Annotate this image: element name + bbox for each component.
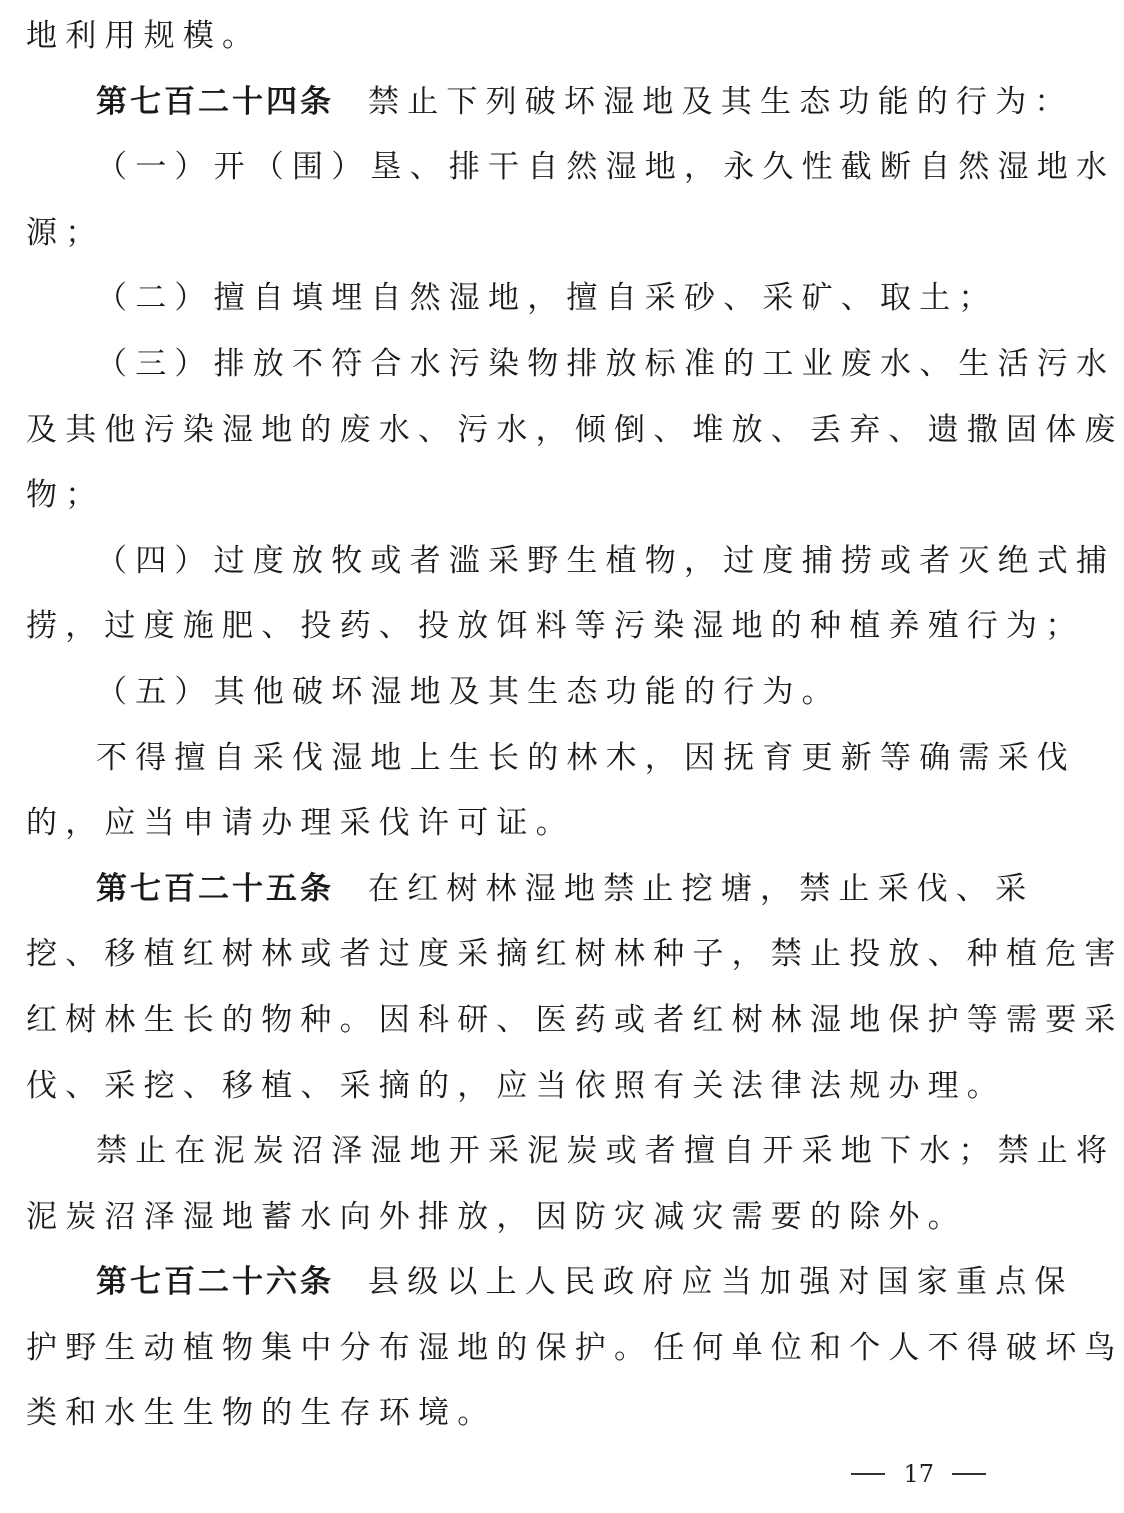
article-title: 第七百二十五条 xyxy=(96,870,334,907)
dash-right-icon xyxy=(952,1473,986,1475)
line-text: 不得擅自采伐湿地上生长的林木，因抚育更新等确需采伐 xyxy=(96,739,1076,776)
article-title: 第七百二十六条 xyxy=(96,1264,334,1301)
line-text: （二）擅自填埋自然湿地，擅自采砂、采矿、取土； xyxy=(96,280,998,317)
text-line xyxy=(26,1316,1124,1382)
text-line xyxy=(26,135,1116,201)
text-line xyxy=(26,529,1116,595)
line-text: 类和水生生物的生存环境。 xyxy=(26,1395,497,1432)
text-line xyxy=(26,398,1124,464)
text-line xyxy=(26,660,1000,726)
line-text: 源； xyxy=(26,214,105,251)
line-text: 县级以上人民政府应当加强对国家重点保 xyxy=(368,1264,1074,1301)
text-line xyxy=(26,1119,1116,1185)
text-line xyxy=(26,332,1116,398)
article-heading-line xyxy=(26,1250,1074,1316)
text-line xyxy=(26,4,1000,70)
text-line xyxy=(26,201,1000,267)
line-text: 红树林生长的物种。因科研、医药或者红树林湿地保护等需要采 xyxy=(26,1001,1124,1038)
page-number-group xyxy=(851,1454,986,1494)
document-body xyxy=(26,0,1124,1447)
line-text: 挖、移植红树林或者过度采摘红树林种子，禁止投放、种植危害 xyxy=(26,936,1124,973)
line-text: 禁止下列破坏湿地及其生态功能的行为： xyxy=(368,83,1074,120)
line-text: （三）排放不符合水污染物排放标准的工业废水、生活污水 xyxy=(96,345,1116,382)
line-text: （四）过度放牧或者滥采野生植物，过度捕捞或者灭绝式捕 xyxy=(96,542,1116,579)
text-line xyxy=(26,922,1124,988)
text-line xyxy=(26,594,1085,660)
text-line xyxy=(26,726,1076,792)
text-line xyxy=(26,791,1000,857)
line-text: 伐、采挖、移植、采摘的，应当依照有关法律法规办理。 xyxy=(26,1067,1006,1104)
text-line xyxy=(26,1381,1000,1447)
page-number: 17 xyxy=(903,1460,934,1488)
article-title: 第七百二十四条 xyxy=(96,83,334,120)
line-text: 的，应当申请办理采伐许可证。 xyxy=(26,805,575,842)
line-text: 捞，过度施肥、投药、投放饵料等污染湿地的种植养殖行为； xyxy=(26,608,1085,645)
text-line xyxy=(26,266,1000,332)
line-text: （五）其他破坏湿地及其生态功能的行为。 xyxy=(96,673,841,710)
article-heading-line xyxy=(26,70,1074,136)
text-line xyxy=(26,463,1000,529)
line-text: （一）开（围）垦、排干自然湿地，永久性截断自然湿地水 xyxy=(96,149,1116,186)
text-line xyxy=(26,988,1124,1054)
dash-left-icon xyxy=(851,1473,885,1475)
line-text: 及其他污染湿地的废水、污水，倾倒、堆放、丢弃、遗撒固体废 xyxy=(26,411,1124,448)
line-text: 禁止在泥炭沼泽湿地开采泥炭或者擅自开采地下水；禁止将 xyxy=(96,1133,1116,1170)
line-text: 泥炭沼泽湿地蓄水向外排放，因防灾减灾需要的除外。 xyxy=(26,1198,967,1235)
text-line xyxy=(26,1185,1000,1251)
line-text: 物； xyxy=(26,477,105,514)
article-heading-line xyxy=(26,857,1035,923)
page-footer xyxy=(0,1454,1024,1494)
line-text: 地利用规模。 xyxy=(26,18,262,54)
line-text: 护野生动植物集中分布湿地的保护。任何单位和个人不得破坏鸟 xyxy=(26,1329,1124,1366)
line-text: 在红树林湿地禁止挖塘，禁止采伐、采 xyxy=(368,870,1035,907)
text-line xyxy=(26,1054,1006,1120)
